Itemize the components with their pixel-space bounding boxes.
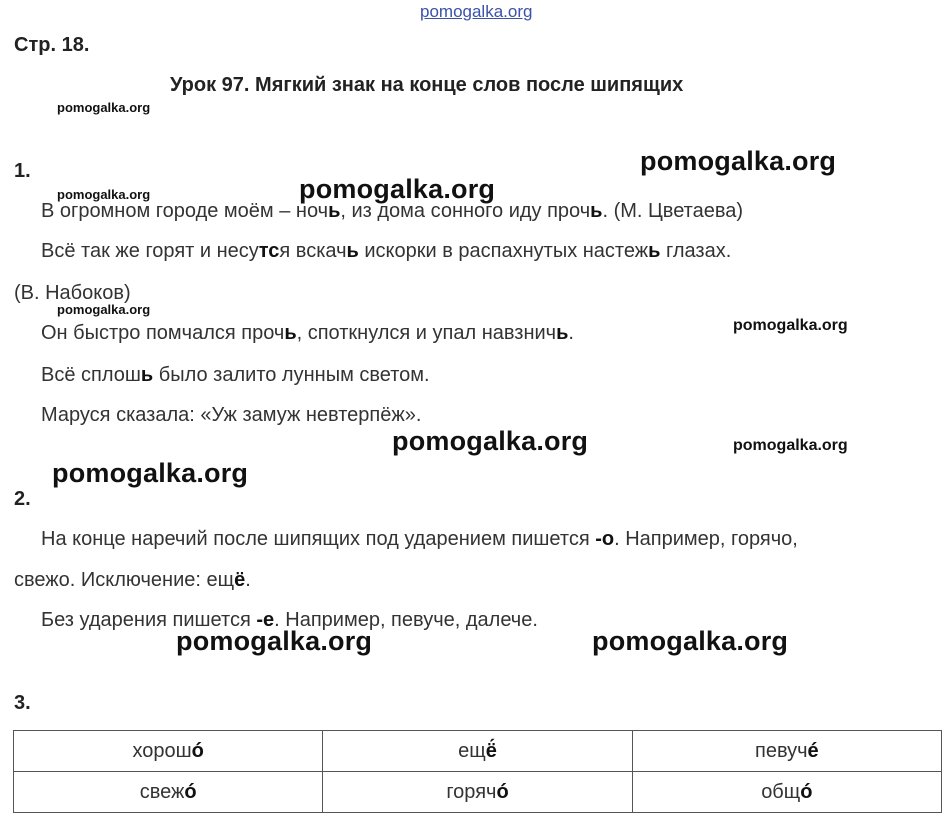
watermark: pomogalka.org xyxy=(733,317,848,334)
task1-line-2 xyxy=(41,240,731,263)
task-number-3: 3. xyxy=(14,692,31,714)
emphasis-text: -о xyxy=(595,528,615,550)
text-segment: ещ xyxy=(458,739,486,762)
text-segment: горяч xyxy=(446,780,497,803)
table-row xyxy=(14,731,942,772)
emphasis-text: ё́ xyxy=(485,739,497,762)
text-segment: , из дома сонного иду проч xyxy=(340,200,591,222)
table-cell xyxy=(632,731,941,772)
text-segment: . Например, певуче, далече. xyxy=(274,609,538,631)
task1-line-6 xyxy=(41,404,421,427)
text-segment: . xyxy=(568,322,574,344)
watermark: pomogalka.org xyxy=(52,458,249,488)
emphasis-text: ь xyxy=(140,364,154,386)
watermark: pomogalka.org xyxy=(392,426,589,456)
page-number: Стр. 18. xyxy=(14,34,90,56)
table-cell xyxy=(323,772,632,813)
emphasis-text: ё xyxy=(234,569,246,591)
text-segment: . xyxy=(245,569,251,591)
text-segment: было залито лунным светом. xyxy=(153,364,430,386)
emphasis-text: ь xyxy=(284,322,297,344)
emphasis-text: -е xyxy=(256,609,275,631)
task1-line-5 xyxy=(41,364,430,387)
task-number-2: 2. xyxy=(14,488,31,510)
words-table xyxy=(13,730,942,813)
text-segment: Без ударения пишется xyxy=(41,609,257,631)
emphasis-text: ь xyxy=(346,240,359,262)
table-cell xyxy=(14,772,323,813)
task1-line-4 xyxy=(41,322,574,345)
emphasis-text: тс xyxy=(258,240,280,262)
text-segment: Всё сплош xyxy=(41,364,141,386)
text-segment: искорки в распахнутых настеж xyxy=(358,240,649,262)
watermark: pomogalka.org xyxy=(592,626,789,656)
emphasis-text: ь xyxy=(648,240,661,262)
table-cell xyxy=(323,731,632,772)
emphasis-text: ó xyxy=(800,780,813,803)
task2-line-1 xyxy=(41,528,798,551)
emphasis-text: ó xyxy=(496,780,509,803)
text-segment: Маруся сказала: «Уж замуж невтерпёж». xyxy=(41,404,422,426)
text-segment: . (М. Цветаева) xyxy=(602,200,744,222)
text-segment: певуч xyxy=(754,739,808,762)
text-segment: хорош xyxy=(132,739,192,762)
emphasis-text: ь xyxy=(556,322,569,344)
text-segment: В огромном городе моём – ноч xyxy=(41,200,329,222)
text-segment: свеж xyxy=(139,780,185,803)
text-segment: свежо. Исключение: ещ xyxy=(14,569,235,591)
text-segment: Всё так же горят и несу xyxy=(41,240,259,262)
lesson-title: Урок 97. Мягкий знак на конце слов после шипящих xyxy=(170,74,684,96)
task2-line-2 xyxy=(14,569,251,592)
watermark: pomogalka.org xyxy=(176,626,373,656)
emphasis-text: ь xyxy=(590,200,603,222)
text-segment: На конце наречий после шипящих под ударением пишется xyxy=(41,528,596,550)
watermark: pomogalka.org xyxy=(57,302,151,317)
watermark: pomogalka.org xyxy=(57,100,151,115)
watermark: pomogalka.org xyxy=(733,437,848,454)
watermark-link-top[interactable]: pomogalka.org xyxy=(420,2,533,21)
emphasis-text: ó xyxy=(191,739,204,762)
watermark: pomogalka.org xyxy=(57,187,151,202)
task-number-1: 1. xyxy=(14,160,31,182)
watermark: pomogalka.org xyxy=(299,174,496,204)
text-segment: Он быстро помчался проч xyxy=(41,322,285,344)
text-segment: глазах. xyxy=(660,240,732,262)
text-segment: , споткнулся и упал навзнич xyxy=(296,322,557,344)
text-segment: общ xyxy=(761,780,801,803)
text-segment: . Например, горячо, xyxy=(614,528,798,550)
emphasis-text: ó xyxy=(184,780,197,803)
table-cell xyxy=(14,731,323,772)
emphasis-text: é xyxy=(807,739,819,762)
watermark: pomogalka.org xyxy=(640,146,837,176)
text-segment: я вскач xyxy=(279,240,347,262)
text-segment: (В. Набоков) xyxy=(14,282,131,304)
emphasis-text: ь xyxy=(328,200,341,222)
table-row xyxy=(14,772,942,813)
table-cell xyxy=(632,772,941,813)
